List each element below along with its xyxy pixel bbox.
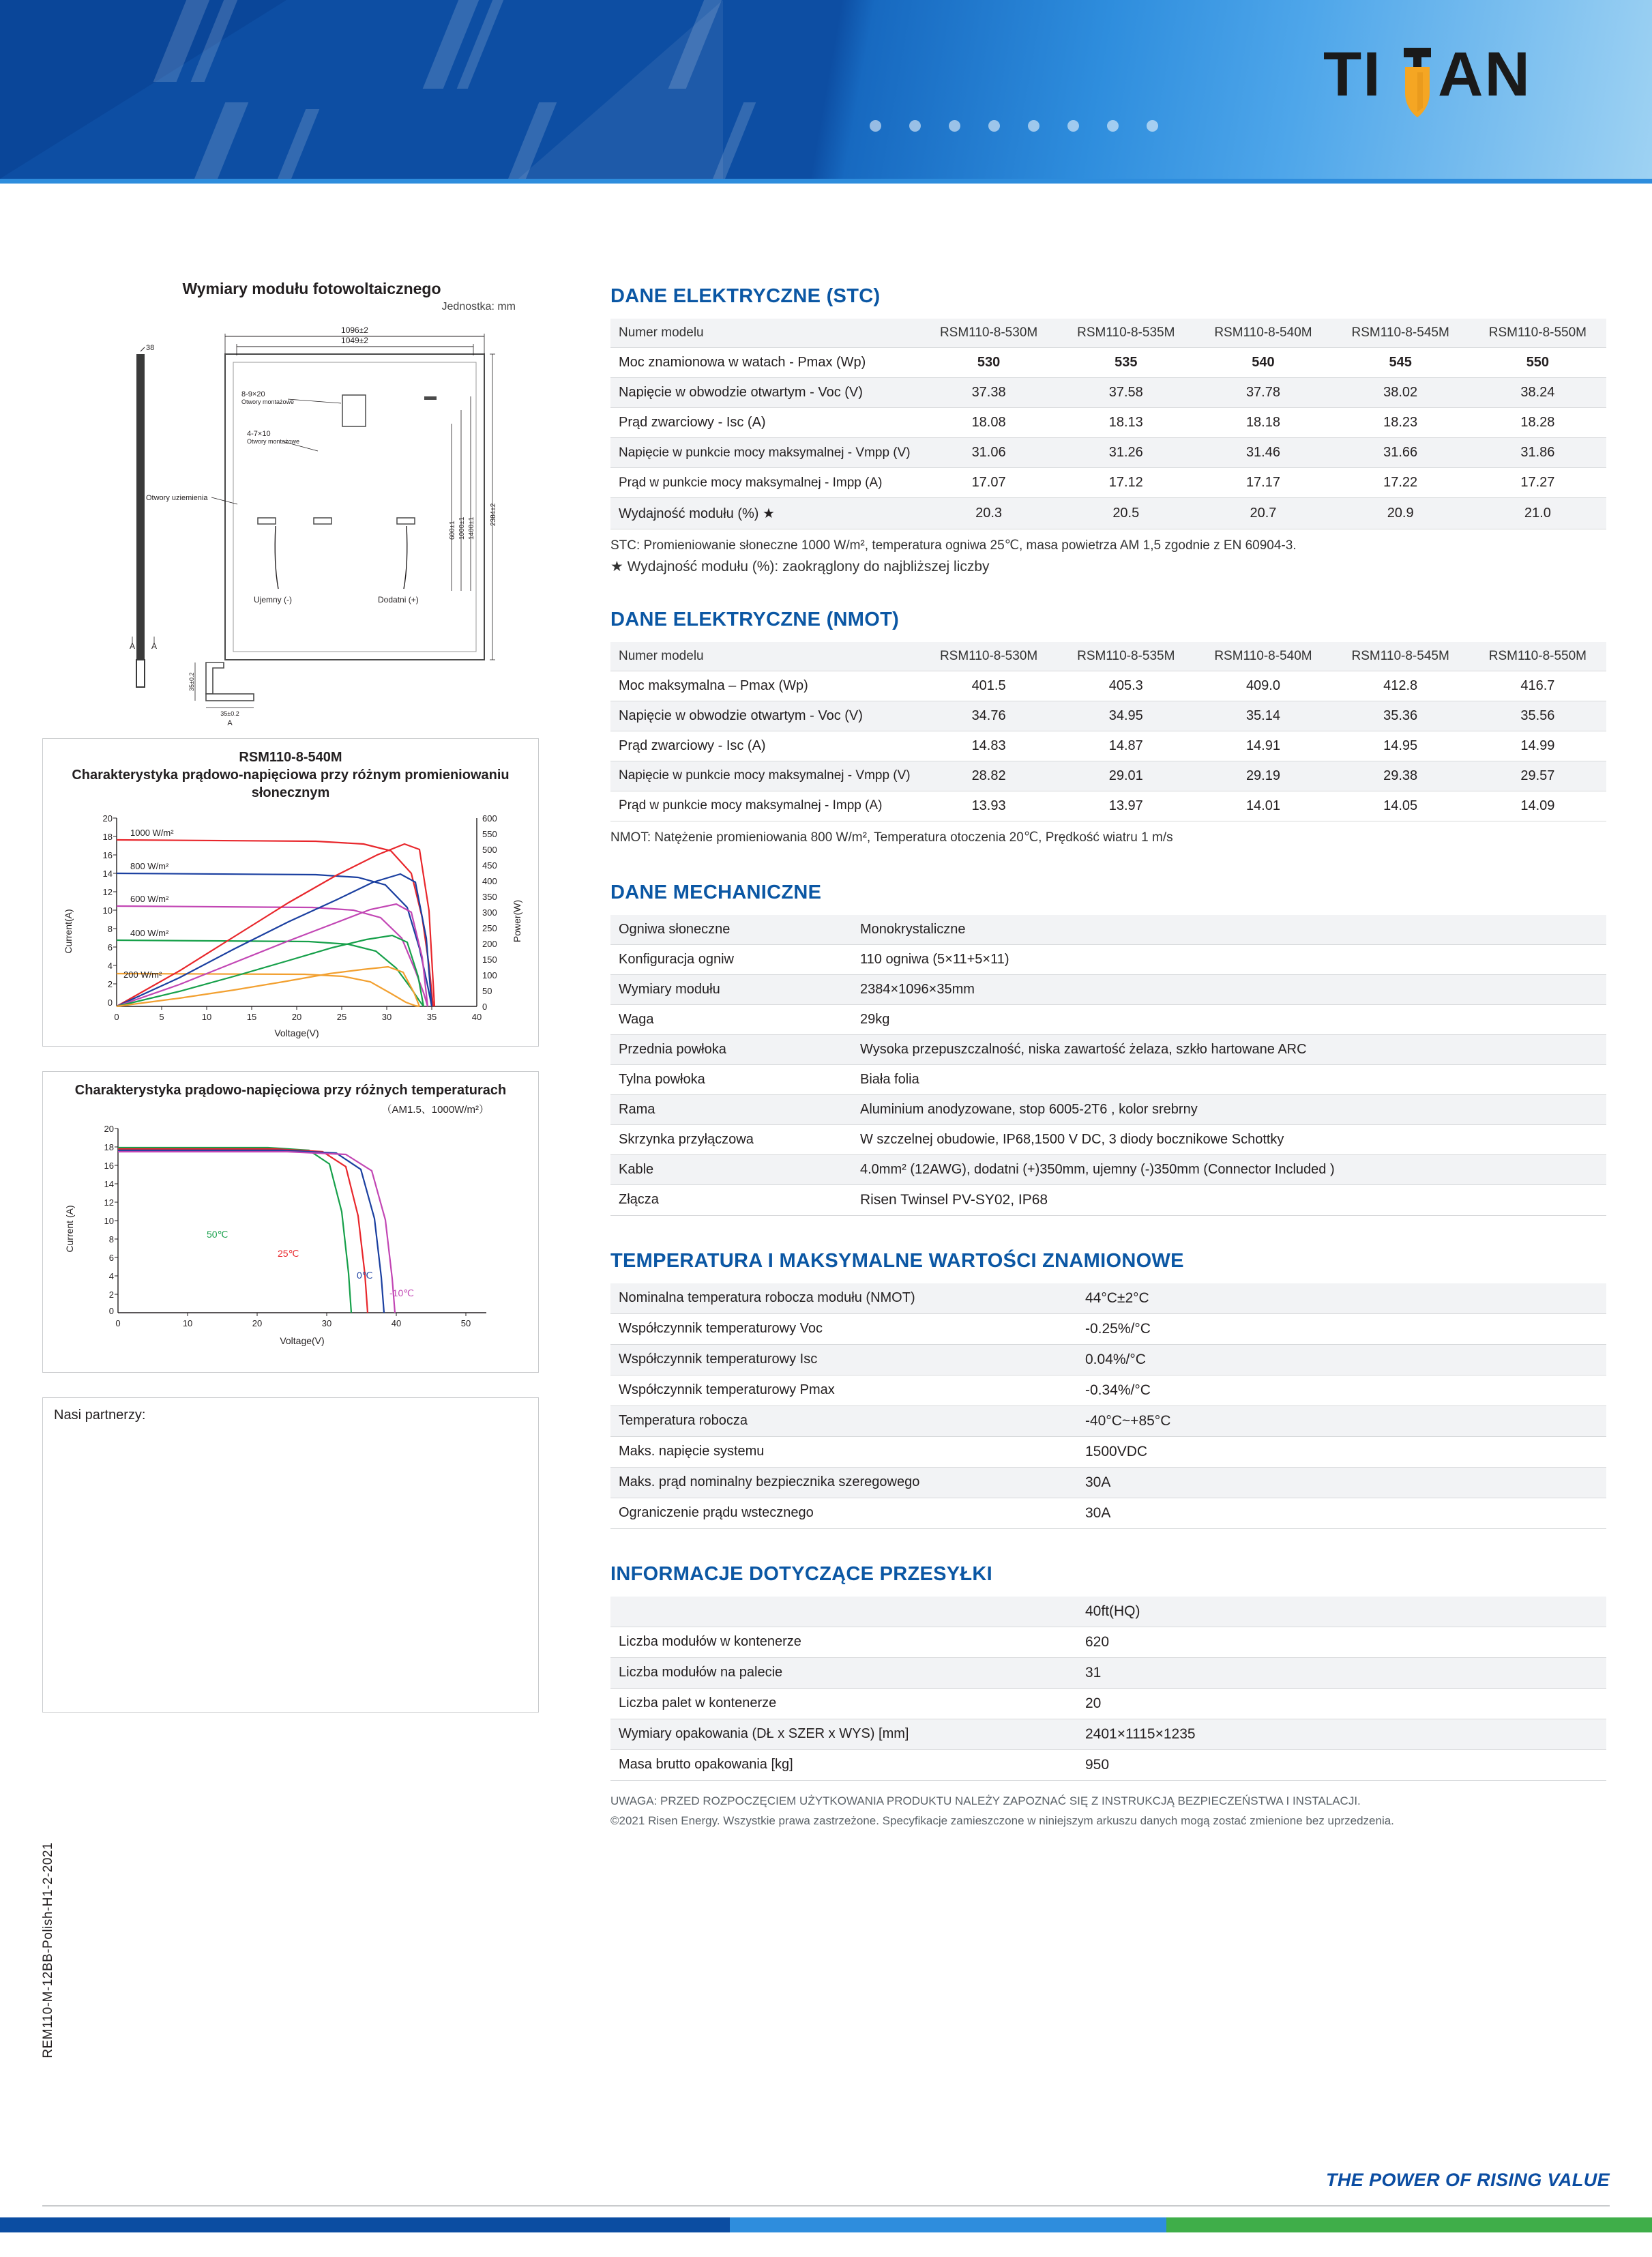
stc-label-voc: Napięcie w obwodzie otwartym - Voc (V) xyxy=(610,378,920,408)
temp-value: -0.34%/°C xyxy=(1077,1375,1606,1406)
stc-cell: 18.08 xyxy=(920,408,1057,438)
module-drawing xyxy=(42,321,581,727)
stc-cell: 18.18 xyxy=(1194,408,1331,438)
svg-text:0: 0 xyxy=(114,1012,119,1022)
stc-cell: 20.9 xyxy=(1332,498,1469,529)
titan-logo xyxy=(1323,42,1617,124)
table-row xyxy=(610,1597,1606,1627)
nmot-cell: 14.09 xyxy=(1469,791,1606,821)
shipping-title: INFORMACJE DOTYCZĄCE PRZESYŁKI xyxy=(610,1562,993,1585)
nmot-label-isc: Prąd zwarciowy - Isc (A) xyxy=(610,731,920,761)
stc-model-3: RSM110-8-540M xyxy=(1194,319,1331,348)
table-row xyxy=(610,1034,1606,1064)
page-header xyxy=(0,0,1652,179)
stc-model-5: RSM110-8-550M xyxy=(1469,319,1606,348)
header-dot xyxy=(909,120,921,132)
svg-text:Dodatni (+): Dodatni (+) xyxy=(378,595,419,605)
svg-text:450: 450 xyxy=(482,860,497,871)
temp-label: Współczynnik temperaturowy Pmax xyxy=(610,1375,1077,1406)
svg-text:A: A xyxy=(130,641,136,651)
temp-value: 1500VDC xyxy=(1077,1436,1606,1467)
svg-text:35±0.2: 35±0.2 xyxy=(220,710,239,717)
stc-label-efficiency: Wydajność modułu (%) ★ xyxy=(610,498,920,529)
table-row xyxy=(610,1406,1606,1436)
mech-value: Risen Twinsel PV-SY02, IP68 xyxy=(852,1184,1606,1215)
nmot-cell: 14.87 xyxy=(1057,731,1194,761)
stc-note-1: STC: Promieniowanie słoneczne 1000 W/m², temperatura ogniwa 25℃, masa powietrza AM 1,5 zgodnie z EN 60904-3. xyxy=(610,538,1297,553)
chart1-label-800: 800 W/m² xyxy=(130,861,169,871)
svg-text:Current (A): Current (A) xyxy=(64,1205,75,1253)
nmot-cell: 14.01 xyxy=(1194,791,1331,821)
header-dot xyxy=(949,120,960,132)
temp-value: 44°C±2°C xyxy=(1077,1283,1606,1314)
ship-label: Liczba palet w kontenerze xyxy=(610,1688,1077,1719)
stc-model-2: RSM110-8-535M xyxy=(1057,319,1194,348)
nmot-cell: 13.93 xyxy=(920,791,1057,821)
chart1-label-400: 400 W/m² xyxy=(130,928,169,938)
svg-text:Otwory montażowe: Otwory montażowe xyxy=(247,438,300,445)
stc-cell: 17.12 xyxy=(1057,468,1194,498)
svg-text:1400±1: 1400±1 xyxy=(468,516,475,540)
nmot-label-voc: Napięcie w obwodzie otwartym - Voc (V) xyxy=(610,701,920,731)
mechanical-table xyxy=(610,915,1606,1216)
nmot-row-header: Numer modelu xyxy=(610,642,920,671)
left-column xyxy=(42,280,581,1713)
shipping-table xyxy=(610,1597,1606,1781)
chart2-label-50: 50℃ xyxy=(207,1229,228,1240)
mech-label: Waga xyxy=(610,1004,852,1034)
iv-irradiance-chart xyxy=(42,738,539,1047)
svg-text:1049±2: 1049±2 xyxy=(341,336,368,345)
stc-cell: 37.38 xyxy=(920,378,1057,408)
chart1-label-200: 200 W/m² xyxy=(123,970,162,980)
svg-text:0: 0 xyxy=(482,1002,488,1012)
header-dot xyxy=(1067,120,1079,132)
dimensions-unit: Jednostka: mm xyxy=(441,301,516,312)
stc-row-header: Numer modelu xyxy=(610,319,920,348)
chart1-model: RSM110-8-540M xyxy=(239,750,342,765)
stc-cell: 31.46 xyxy=(1194,438,1331,468)
table-row xyxy=(610,1004,1606,1034)
stc-cell: 18.23 xyxy=(1332,408,1469,438)
nmot-cell: 35.56 xyxy=(1469,701,1606,731)
stc-cell: 540 xyxy=(1194,348,1331,378)
document-code: REM110-M-12BB-Polish-H1-2-2021 xyxy=(41,1842,55,2058)
table-row xyxy=(610,642,1606,671)
svg-text:18: 18 xyxy=(102,832,113,842)
svg-text:50: 50 xyxy=(482,986,492,996)
nmot-title: DANE ELEKTRYCZNE (NMOT) xyxy=(610,608,900,630)
svg-text:38: 38 xyxy=(146,344,155,352)
table-row xyxy=(610,1344,1606,1375)
stc-label-vmpp: Napięcie w punkcie mocy maksymalnej - Vmpp (V) xyxy=(610,438,920,468)
nmot-cell: 405.3 xyxy=(1057,671,1194,701)
table-row xyxy=(610,348,1606,378)
svg-text:16: 16 xyxy=(102,850,113,860)
svg-text:2: 2 xyxy=(108,1290,114,1300)
table-row xyxy=(610,1436,1606,1467)
temp-value: -0.25%/°C xyxy=(1077,1313,1606,1344)
temp-value: 30A xyxy=(1077,1498,1606,1528)
stc-cell: 20.7 xyxy=(1194,498,1331,529)
table-row xyxy=(610,438,1606,468)
svg-text:16: 16 xyxy=(104,1161,114,1171)
mech-value: 2384×1096×35mm xyxy=(852,974,1606,1004)
nmot-label-vmpp: Napięcie w punkcie mocy maksymalnej - Vmpp (V) xyxy=(610,761,920,791)
table-row xyxy=(610,1375,1606,1406)
svg-text:12: 12 xyxy=(102,887,113,897)
stc-label-impp: Prąd w punkcie mocy maksymalnej - Impp (A) xyxy=(610,468,920,498)
temp-label: Temperatura robocza xyxy=(610,1406,1077,1436)
right-column xyxy=(610,285,1606,1830)
svg-text:Otwory uziemienia: Otwory uziemienia xyxy=(146,494,208,502)
stc-cell: 37.58 xyxy=(1057,378,1194,408)
svg-text:20: 20 xyxy=(104,1124,114,1134)
nmot-label-impp: Prąd w punkcie mocy maksymalnej - Impp (A) xyxy=(610,791,920,821)
svg-text:10: 10 xyxy=(102,905,113,916)
mech-label: Przednia powłoka xyxy=(610,1034,852,1064)
header-dot-row xyxy=(870,120,1158,132)
header-dot xyxy=(870,120,881,132)
table-row xyxy=(610,319,1606,348)
stc-label-isc: Prąd zwarciowy - Isc (A) xyxy=(610,408,920,438)
temperature-table xyxy=(610,1283,1606,1529)
nmot-cell: 14.95 xyxy=(1332,731,1469,761)
chart2-label-m10: -10℃ xyxy=(389,1287,414,1298)
temperature-title: TEMPERATURA I MAKSYMALNE WARTOŚCI ZNAMIONOWE xyxy=(610,1249,1184,1272)
footer-bar-green xyxy=(1166,2217,1652,2232)
nmot-cell: 29.38 xyxy=(1332,761,1469,791)
table-row xyxy=(610,1124,1606,1154)
mech-value: 4.0mm² (12AWG), dodatni (+)350mm, ujemny (-)350mm (Connector Included ) xyxy=(852,1154,1606,1184)
svg-text:1000±1: 1000±1 xyxy=(458,516,466,540)
ship-value: 950 xyxy=(1077,1749,1606,1780)
nmot-cell: 29.57 xyxy=(1469,761,1606,791)
table-row xyxy=(610,378,1606,408)
svg-text:600±1: 600±1 xyxy=(449,521,456,540)
header-accent-line xyxy=(0,179,1652,184)
ship-label: Liczba modułów na palecie xyxy=(610,1657,1077,1688)
svg-text:14: 14 xyxy=(104,1179,114,1189)
chart2-label-0: 0℃ xyxy=(357,1270,373,1281)
svg-text:Power(W): Power(W) xyxy=(512,899,522,943)
iv-temperature-chart xyxy=(42,1071,539,1373)
nmot-cell: 34.95 xyxy=(1057,701,1194,731)
table-row xyxy=(610,731,1606,761)
svg-text:6: 6 xyxy=(107,942,113,952)
svg-text:300: 300 xyxy=(482,907,497,918)
nmot-cell: 28.82 xyxy=(920,761,1057,791)
table-row xyxy=(610,1094,1606,1124)
stc-cell: 37.78 xyxy=(1194,378,1331,408)
svg-text:0: 0 xyxy=(115,1318,121,1328)
stc-cell: 20.5 xyxy=(1057,498,1194,529)
stc-cell: 17.17 xyxy=(1194,468,1331,498)
stc-cell: 17.22 xyxy=(1332,468,1469,498)
nmot-cell: 35.14 xyxy=(1194,701,1331,731)
stc-cell: 18.13 xyxy=(1057,408,1194,438)
svg-text:AN: AN xyxy=(1438,40,1531,109)
svg-text:600: 600 xyxy=(482,813,497,824)
table-row xyxy=(610,1283,1606,1314)
chart1-label-1000: 1000 W/m² xyxy=(130,828,174,838)
table-row xyxy=(610,915,1606,945)
nmot-model-1: RSM110-8-530M xyxy=(920,642,1057,671)
stc-cell: 535 xyxy=(1057,348,1194,378)
stc-cell: 31.06 xyxy=(920,438,1057,468)
svg-text:200: 200 xyxy=(482,939,497,949)
svg-text:8-9×20: 8-9×20 xyxy=(241,390,265,398)
temp-label: Ograniczenie prądu wstecznego xyxy=(610,1498,1077,1528)
svg-text:350: 350 xyxy=(482,892,497,902)
svg-text:A: A xyxy=(151,641,158,651)
stc-title: DANE ELEKTRYCZNE (STC) xyxy=(610,285,881,307)
svg-text:100: 100 xyxy=(482,970,497,980)
table-row xyxy=(610,1064,1606,1094)
nmot-model-5: RSM110-8-550M xyxy=(1469,642,1606,671)
svg-text:A: A xyxy=(227,719,233,727)
mech-label: Tylna powłoka xyxy=(610,1064,852,1094)
mech-value: Biała folia xyxy=(852,1064,1606,1094)
stc-cell: 31.66 xyxy=(1332,438,1469,468)
svg-text:14: 14 xyxy=(102,869,113,879)
mech-label: Kable xyxy=(610,1154,852,1184)
chart2-label-25: 25℃ xyxy=(278,1248,299,1259)
table-row xyxy=(610,974,1606,1004)
chart2-conditions: （AM1.5、1000W/m²） xyxy=(381,1104,489,1116)
header-dot xyxy=(1147,120,1158,132)
mech-title: DANE MECHANICZNE xyxy=(610,881,822,903)
nmot-cell: 29.19 xyxy=(1194,761,1331,791)
ship-value: 20 xyxy=(1077,1688,1606,1719)
header-dot xyxy=(1028,120,1039,132)
svg-text:Ujemny (-): Ujemny (-) xyxy=(254,595,292,605)
temp-value: 30A xyxy=(1077,1467,1606,1498)
stc-cell: 31.86 xyxy=(1469,438,1606,468)
footer-tagline: THE POWER OF RISING VALUE xyxy=(1325,2170,1610,2190)
footer-warning: UWAGA: PRZED ROZPOCZĘCIEM UŻYTKOWANIA PRODUKTU NALEŻY ZAPOZNAĆ SIĘ Z INSTRUKCJĄ BEZPIECZEŃSTWA I INSTALACJI. xyxy=(610,1794,1361,1807)
nmot-cell: 35.36 xyxy=(1332,701,1469,731)
stc-label-pmax: Moc znamionowa w watach - Pmax (Wp) xyxy=(610,348,920,378)
mech-value: Aluminium anodyzowane, stop 6005-2T6 , kolor srebrny xyxy=(852,1094,1606,1124)
svg-text:50: 50 xyxy=(460,1318,471,1328)
svg-text:TI: TI xyxy=(1323,40,1382,109)
mech-value: Monokrystaliczne xyxy=(852,915,1606,945)
mech-label: Skrzynka przyłączowa xyxy=(610,1124,852,1154)
nmot-label-pmax: Moc maksymalna – Pmax (Wp) xyxy=(610,671,920,701)
svg-text:8: 8 xyxy=(108,1234,114,1244)
svg-text:30: 30 xyxy=(381,1012,392,1022)
svg-text:0: 0 xyxy=(108,1306,114,1316)
nmot-cell: 14.83 xyxy=(920,731,1057,761)
stc-cell: 550 xyxy=(1469,348,1606,378)
svg-text:10: 10 xyxy=(104,1216,114,1226)
svg-text:Otwory montażowe: Otwory montażowe xyxy=(241,398,295,405)
footer-copyright: ©2021 Risen Energy. Wszystkie prawa zastrzeżone. Specyfikacje zamieszczone w niniejszym arkuszu danych mogą zostać zmienione bez uprzedzenia. xyxy=(610,1814,1394,1827)
ship-value: 620 xyxy=(1077,1627,1606,1657)
table-row xyxy=(610,1688,1606,1719)
partners-box xyxy=(42,1397,539,1713)
table-row xyxy=(610,1719,1606,1749)
footer-divider xyxy=(42,2205,1610,2207)
mech-label: Ogniwa słoneczne xyxy=(610,915,852,945)
svg-text:12: 12 xyxy=(104,1197,114,1208)
svg-text:4: 4 xyxy=(107,961,113,971)
header-triangle-left xyxy=(0,0,286,179)
table-row xyxy=(610,1498,1606,1528)
temp-label: Współczynnik temperaturowy Voc xyxy=(610,1313,1077,1344)
nmot-model-2: RSM110-8-535M xyxy=(1057,642,1194,671)
svg-text:2384±2: 2384±2 xyxy=(490,503,497,526)
svg-text:6: 6 xyxy=(108,1253,114,1263)
ship-label: Wymiary opakowania (DŁ x SZER x WYS) [mm] xyxy=(610,1719,1077,1749)
header-dot xyxy=(988,120,1000,132)
nmot-cell: 14.99 xyxy=(1469,731,1606,761)
chart2-title: Charakterystyka prądowo-napięciowa przy różnych temperaturach xyxy=(74,1083,507,1098)
shipping-empty-header xyxy=(610,1597,1077,1627)
partners-label: Nasi partnerzy: xyxy=(54,1408,146,1423)
footer-color-bar xyxy=(0,2217,1652,2232)
temp-label: Nominalna temperatura robocza modułu (NMOT) xyxy=(610,1283,1077,1314)
svg-text:500: 500 xyxy=(482,845,497,855)
table-row xyxy=(610,944,1606,974)
table-row xyxy=(610,1627,1606,1657)
mech-label: Konfiguracja ogniw xyxy=(610,944,852,974)
footer-bar-blue xyxy=(730,2217,1166,2232)
chart1-title: Charakterystyka prądowo-napięciowa przy różnym promieniowaniu słonecznym xyxy=(72,768,510,800)
svg-text:18: 18 xyxy=(104,1142,114,1152)
stc-cell: 17.07 xyxy=(920,468,1057,498)
stc-cell: 38.24 xyxy=(1469,378,1606,408)
stc-note-2: ★ Wydajność modułu (%): zaokrąglony do najbliższej liczby xyxy=(610,558,990,574)
nmot-cell: 401.5 xyxy=(920,671,1057,701)
mech-label: Rama xyxy=(610,1094,852,1124)
mech-value: Wysoka przepuszczalność, niska zawartość żelaza, szkło hartowane ARC xyxy=(852,1034,1606,1064)
nmot-model-4: RSM110-8-545M xyxy=(1332,642,1469,671)
stc-table xyxy=(610,319,1606,529)
svg-text:2: 2 xyxy=(107,979,113,989)
nmot-cell: 409.0 xyxy=(1194,671,1331,701)
svg-text:400: 400 xyxy=(482,876,497,886)
svg-text:8: 8 xyxy=(107,924,113,934)
svg-text:4-7×10: 4-7×10 xyxy=(247,430,271,438)
stc-cell: 20.3 xyxy=(920,498,1057,529)
svg-text:20: 20 xyxy=(252,1318,263,1328)
svg-text:Voltage(V): Voltage(V) xyxy=(280,1335,325,1346)
nmot-cell: 29.01 xyxy=(1057,761,1194,791)
table-row xyxy=(610,1657,1606,1688)
nmot-cell: 14.05 xyxy=(1332,791,1469,821)
ship-value: 2401×1115×1235 xyxy=(1077,1719,1606,1749)
temp-value: 0.04%/°C xyxy=(1077,1344,1606,1375)
dimensions-title: Wymiary modułu fotowoltaicznego xyxy=(182,280,441,297)
stc-cell: 31.26 xyxy=(1057,438,1194,468)
svg-text:35: 35 xyxy=(426,1012,437,1022)
stc-cell: 38.02 xyxy=(1332,378,1469,408)
stc-model-4: RSM110-8-545M xyxy=(1332,319,1469,348)
svg-text:250: 250 xyxy=(482,923,497,933)
nmot-model-3: RSM110-8-540M xyxy=(1194,642,1331,671)
mech-label: Wymiary modułu xyxy=(610,974,852,1004)
stc-cell: 21.0 xyxy=(1469,498,1606,529)
table-row xyxy=(610,1313,1606,1344)
svg-text:Current(A): Current(A) xyxy=(63,909,74,954)
svg-text:35±0.2: 35±0.2 xyxy=(188,672,195,691)
nmot-cell: 412.8 xyxy=(1332,671,1469,701)
table-row xyxy=(610,1154,1606,1184)
stc-cell: 17.27 xyxy=(1469,468,1606,498)
table-row xyxy=(610,791,1606,821)
temp-label: Współczynnik temperaturowy Isc xyxy=(610,1344,1077,1375)
svg-text:40: 40 xyxy=(471,1012,482,1022)
table-row xyxy=(610,498,1606,529)
nmot-cell: 13.97 xyxy=(1057,791,1194,821)
svg-text:Voltage(V): Voltage(V) xyxy=(274,1028,319,1038)
svg-text:25: 25 xyxy=(336,1012,347,1022)
table-row xyxy=(610,1184,1606,1215)
svg-text:40: 40 xyxy=(391,1318,402,1328)
ship-value: 31 xyxy=(1077,1657,1606,1688)
svg-text:10: 10 xyxy=(182,1318,193,1328)
ship-label: Masa brutto opakowania [kg] xyxy=(610,1749,1077,1780)
nmot-note: NMOT: Natężenie promieniowania 800 W/m², Temperatura otoczenia 20℃, Prędkość wiatru 1 m/s xyxy=(610,830,1173,845)
nmot-cell: 14.91 xyxy=(1194,731,1331,761)
table-row xyxy=(610,1749,1606,1780)
table-row xyxy=(610,671,1606,701)
temp-label: Maks. prąd nominalny bezpiecznika szeregowego xyxy=(610,1467,1077,1498)
nmot-cell: 416.7 xyxy=(1469,671,1606,701)
svg-text:20: 20 xyxy=(291,1012,302,1022)
ship-label: Liczba modułów w kontenerze xyxy=(610,1627,1077,1657)
mech-value: 29kg xyxy=(852,1004,1606,1034)
svg-text:30: 30 xyxy=(321,1318,332,1328)
mech-label: Złącza xyxy=(610,1184,852,1215)
table-row xyxy=(610,701,1606,731)
footer-bar-navy xyxy=(0,2217,730,2232)
stc-cell: 18.28 xyxy=(1469,408,1606,438)
svg-text:0: 0 xyxy=(107,998,113,1008)
svg-text:150: 150 xyxy=(482,955,497,965)
stc-cell: 530 xyxy=(920,348,1057,378)
svg-text:4: 4 xyxy=(108,1271,114,1281)
nmot-cell: 34.76 xyxy=(920,701,1057,731)
svg-text:5: 5 xyxy=(159,1012,164,1022)
nmot-table xyxy=(610,642,1606,821)
table-row xyxy=(610,1467,1606,1498)
header-dot xyxy=(1107,120,1119,132)
table-row xyxy=(610,761,1606,791)
svg-text:15: 15 xyxy=(246,1012,257,1022)
temp-label: Maks. napięcie systemu xyxy=(610,1436,1077,1467)
table-row xyxy=(610,408,1606,438)
temp-value: -40°C~+85°C xyxy=(1077,1406,1606,1436)
chart1-label-600: 600 W/m² xyxy=(130,894,169,904)
mech-value: 110 ogniwa (5×11+5×11) xyxy=(852,944,1606,974)
stc-cell: 545 xyxy=(1332,348,1469,378)
table-row xyxy=(610,468,1606,498)
mech-value: W szczelnej obudowie, IP68,1500 V DC, 3 diody bocznikowe Schottky xyxy=(852,1124,1606,1154)
svg-text:550: 550 xyxy=(482,829,497,839)
svg-text:20: 20 xyxy=(102,813,113,824)
svg-text:1096±2: 1096±2 xyxy=(341,325,368,335)
stc-model-1: RSM110-8-530M xyxy=(920,319,1057,348)
shipping-col-header: 40ft(HQ) xyxy=(1077,1597,1606,1627)
svg-text:10: 10 xyxy=(201,1012,212,1022)
